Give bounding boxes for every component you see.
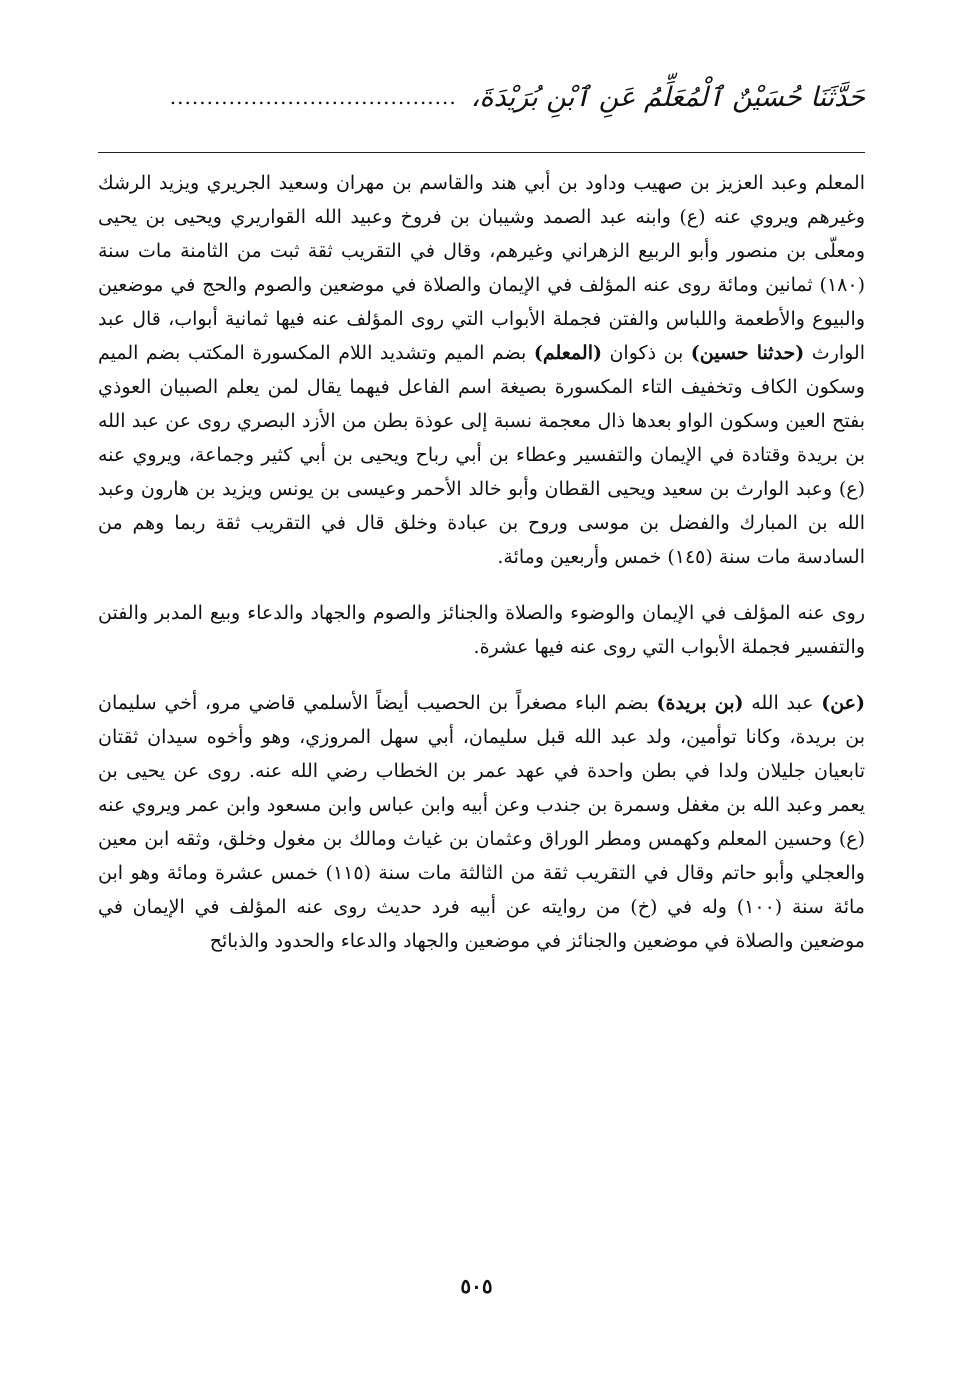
text-segment: بن ذكوان [601,342,691,364]
text-segment: بضم الميم وتشديد اللام المكسورة المكتب بضم الميم وسكون الكاف وتخفيف التاء المكسورة بصيغة اسم الفاعل فيهما يقال لمن يعلم الصبيان العوذي بفتح العين وسكون الواو بعدها ذال معجمة نسبة إلى عوذة بطن من الأزد البصري روى عن عبد الله بن بريدة وقتادة في الإيمان والتفسير وعطاء بن أبي رباح ويحيى بن أبي كثير وجماعة، ويروي عنه (ع) وعبد الوارث بن سعيد ويحيى القطان وأبو خالد الأحمر وعيسى بن يونس ويزيد بن هارون وعبد الله بن المبارك والفضل بن موسى وروح بن عبادة وخلق قال في التقريب ثقة ربما وهم من السادسة مات سنة (١٤٥) خمس وأربعين ومائة. [98,342,865,568]
header-rule [98,152,865,153]
body-text [98,166,865,958]
text-segment: المعلم وعبد العزيز بن صهيب وداود بن أبي هند والقاسم بن مهران وسعيد الجريري ويزيد الرشك وغيرهم ويروي عنه (ع) وابنه عبد الصمد وشيبان بن فروخ وعبيد الله القواريري ويحيى بن يحيى ومعلّى بن منصور وأبو الربيع الزهراني وغيرهم، وقال في التقريب ثقة ثبت من الثامنة مات سنة (١٨٠) ثمانين ومائة روى عنه المؤلف في الإيمان والصلاة في موضعين والصوم والحج في موضعين والبيوع والأطعمة واللباس والفتن فجملة الأبواب التي روى المؤلف عنه فيها ثمانية أبواب، قال عبد الوارث [98,172,865,364]
bold-segment: (بن بريدة) [656,692,744,714]
running-header [98,72,865,122]
bold-segment: (حدثنا حسين) [690,342,805,364]
header-title: حَدَّثَنَا حُسَيْنٌ ٱلْمُعَلِّمُ عَنِ ٱبْنِ بُرَيْدَةَ، [470,81,865,113]
paragraph-2 [98,596,865,664]
paragraph-3 [98,686,865,958]
text-segment: عبد الله [743,692,822,714]
paragraph-1 [98,166,865,574]
header-dots: ....................................... [169,85,457,109]
page-number: ٥٠٥ [460,1274,493,1298]
bold-segment: (المعلم) [533,342,602,364]
bold-segment: (عن) [821,692,865,714]
text-segment: بضم الباء مصغراً بن الحصيب أيضاً الأسلمي قاضي مرو، أخي سليمان بن بريدة، وكانا توأمين، ولد عبد الله قبل سليمان، أبي سهل المروزي، وهو وأخوه سيدان ثقتان تابعيان جليلان ولدا في بطن واحدة في عهد عمر بن الخطاب رضي الله عنه. روى عن يحيى بن يعمر وعبد الله بن مغفل وسمرة بن جندب وعن أبيه وابن عباس وابن مسعود وابن عمر ويروي عنه (ع) وحسين المعلم وكهمس ومطر الوراق وعثمان بن غياث ومالك بن مغول وخلق، وثقه ابن معين والعجلي وأبو حاتم وقال في التقريب ثقة من الثالثة مات سنة (١١٥) خمس عشرة ومائة وهو ابن مائة سنة (١٠٠) وله في (خ) من روايته عن أبيه فرد حديث روى عنه المؤلف في الإيمان في موضعين والصلاة في موضعين والجنائز في موضعين والجهاد والدعاء والحدود والذبائح [98,692,865,952]
text-segment: روى عنه المؤلف في الإيمان والوضوء والصلاة والجنائز والصوم والجهاد والدعاء وبيع المدبر والفتن والتفسير فجملة الأبواب التي روى عنه فيها عشرة. [98,602,865,658]
